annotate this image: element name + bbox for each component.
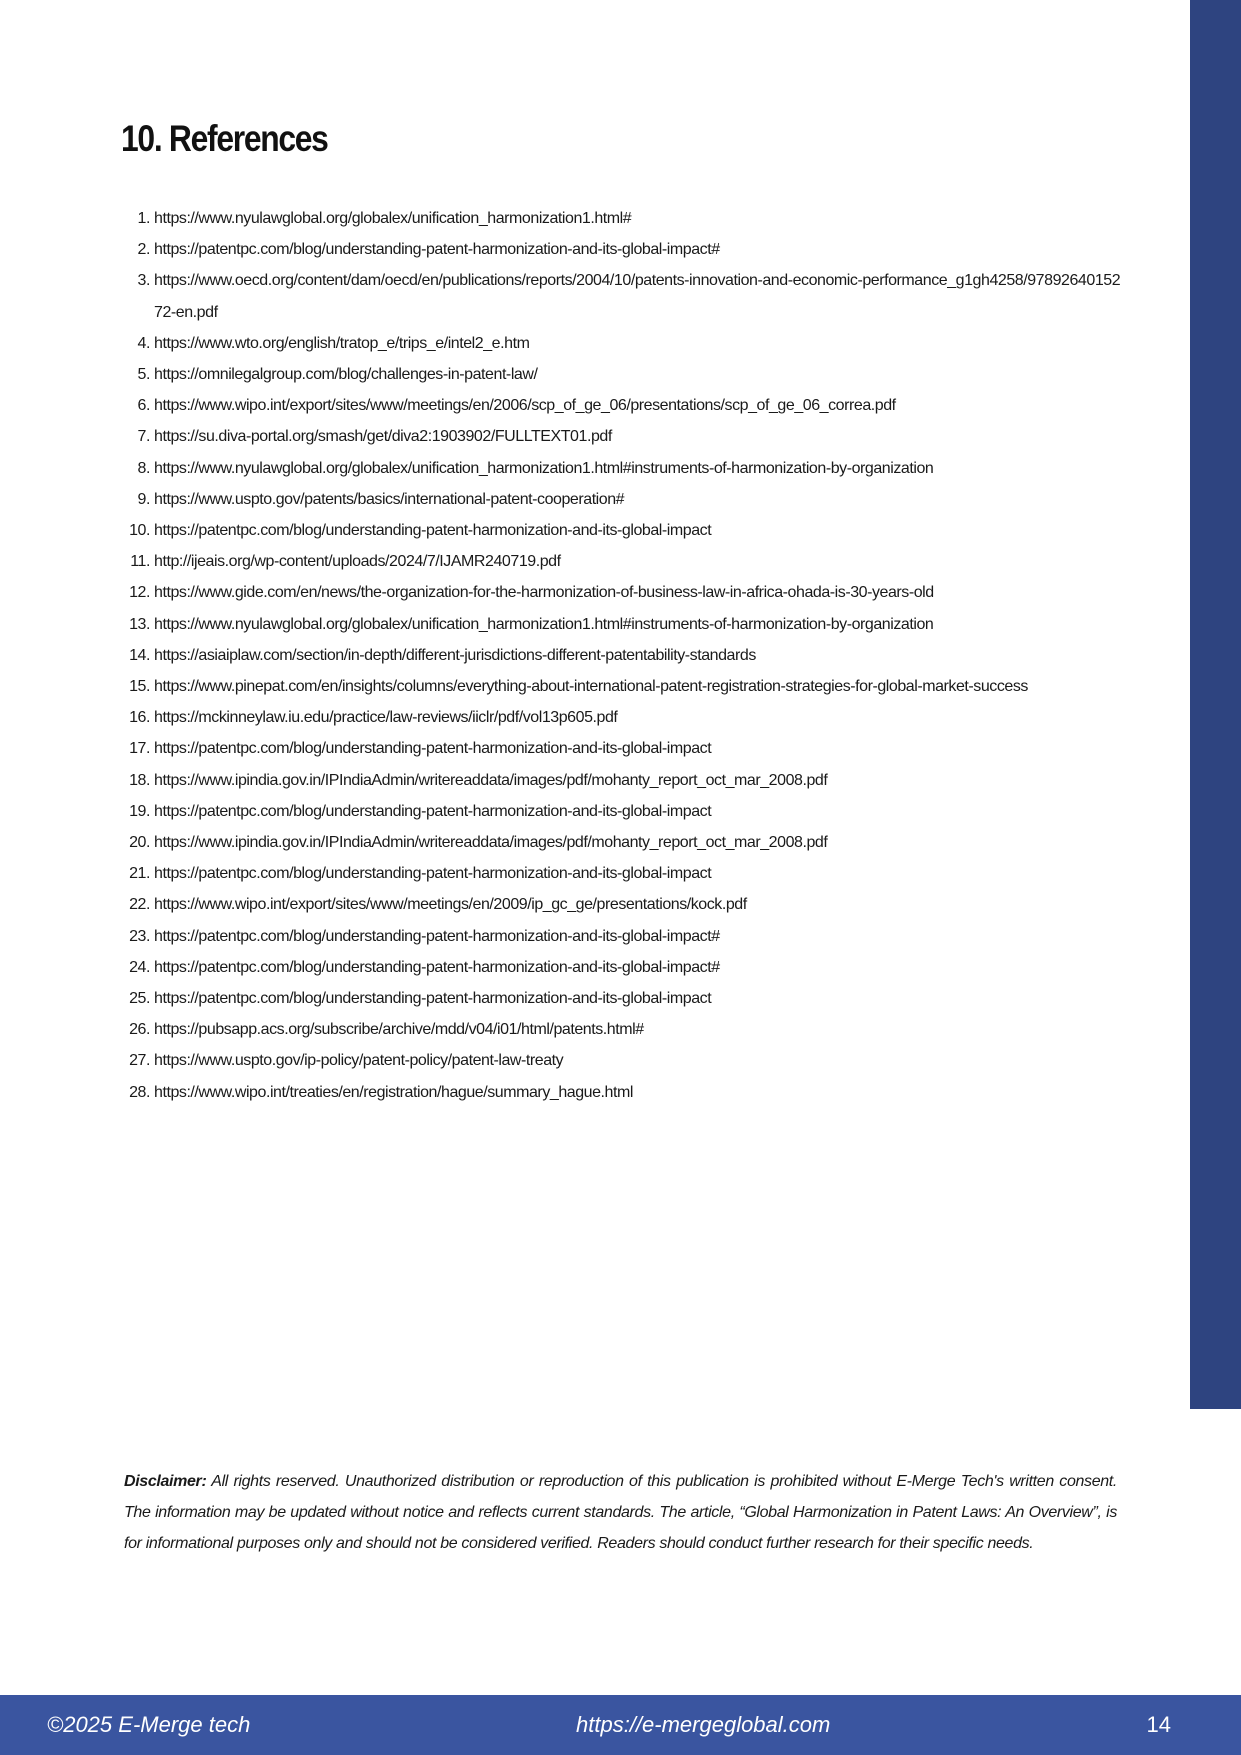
reference-number: 19. bbox=[129, 802, 150, 820]
footer-copyright: ©2025 E-Merge tech bbox=[47, 1712, 251, 1737]
reference-item bbox=[121, 577, 1121, 608]
reference-item bbox=[121, 359, 1121, 390]
reference-link[interactable]: https://www.ipindia.gov.in/IPIndiaAdmin/writereaddata/images/pdf/mohanty_report_oct_mar_2008.pdf bbox=[154, 771, 828, 789]
reference-link[interactable]: https://www.nyulawglobal.org/globalex/unification_harmonization1.html#instruments-of-harmonization-by-organization bbox=[154, 615, 934, 633]
reference-number: 14. bbox=[129, 646, 150, 664]
reference-link[interactable]: https://www.gide.com/en/news/the-organization-for-the-harmonization-of-business-law-in-africa-ohada-is-30-years-old bbox=[154, 584, 934, 602]
reference-link[interactable]: http://ijeais.org/wp-content/uploads/2024/7/IJAMR240719.pdf bbox=[154, 553, 561, 571]
disclaimer-label: Disclaimer: bbox=[124, 1473, 207, 1490]
reference-number: 7. bbox=[137, 428, 150, 446]
footer-page-number: 14 bbox=[1146, 1712, 1171, 1737]
reference-number: 13. bbox=[129, 615, 150, 633]
reference-number: 16. bbox=[129, 709, 150, 727]
reference-item bbox=[121, 1014, 1121, 1045]
reference-item bbox=[121, 515, 1121, 546]
reference-item bbox=[121, 921, 1121, 952]
reference-number: 6. bbox=[137, 397, 150, 415]
reference-number: 26. bbox=[129, 1021, 150, 1039]
reference-number: 21. bbox=[129, 865, 150, 883]
reference-item bbox=[121, 827, 1121, 858]
reference-item bbox=[121, 1077, 1121, 1108]
disclaimer bbox=[124, 1466, 1117, 1559]
reference-item bbox=[121, 453, 1121, 484]
side-accent-bar bbox=[1190, 0, 1241, 1409]
reference-item bbox=[121, 390, 1121, 421]
reference-link[interactable]: https://www.uspto.gov/ip-policy/patent-policy/patent-law-treaty bbox=[154, 1052, 564, 1070]
reference-item bbox=[121, 733, 1121, 764]
reference-item bbox=[121, 546, 1121, 577]
reference-number: 8. bbox=[137, 459, 150, 477]
reference-item bbox=[121, 328, 1121, 359]
reference-number: 4. bbox=[137, 334, 150, 352]
reference-number: 23. bbox=[129, 927, 150, 945]
reference-link[interactable]: https://patentpc.com/blog/understanding-patent-harmonization-and-its-global-impact bbox=[154, 865, 712, 883]
reference-link[interactable]: https://www.wipo.int/export/sites/www/meetings/en/2009/ip_gc_ge/presentations/kock.pdf bbox=[154, 896, 747, 914]
reference-item bbox=[121, 671, 1121, 702]
reference-number: 18. bbox=[129, 771, 150, 789]
reference-link[interactable]: https://www.pinepat.com/en/insights/columns/everything-about-international-patent-registration-strategies-for-global-market-success bbox=[154, 678, 1028, 696]
reference-link[interactable]: https://patentpc.com/blog/understanding-patent-harmonization-and-its-global-impact bbox=[154, 522, 712, 540]
reference-number: 24. bbox=[129, 958, 150, 976]
reference-item bbox=[121, 421, 1121, 452]
references-list bbox=[121, 203, 1121, 1108]
reference-link[interactable]: https://www.wto.org/english/tratop_e/trips_e/intel2_e.htm bbox=[154, 334, 530, 352]
reference-item bbox=[121, 484, 1121, 515]
footer-bar bbox=[0, 1695, 1241, 1755]
reference-item bbox=[121, 858, 1121, 889]
reference-item bbox=[121, 796, 1121, 827]
reference-link[interactable]: https://mckinneylaw.iu.edu/practice/law-reviews/iiclr/pdf/vol13p605.pdf bbox=[154, 709, 618, 727]
reference-number: 3. bbox=[137, 272, 150, 290]
reference-item bbox=[121, 234, 1121, 265]
reference-link[interactable]: https://patentpc.com/blog/understanding-patent-harmonization-and-its-global-impact bbox=[154, 740, 712, 758]
reference-number: 20. bbox=[129, 834, 150, 852]
reference-number: 9. bbox=[137, 490, 150, 508]
reference-item bbox=[121, 765, 1121, 796]
reference-number: 5. bbox=[137, 366, 150, 384]
reference-item bbox=[121, 702, 1121, 733]
reference-link[interactable]: https://asiaiplaw.com/section/in-depth/different-jurisdictions-different-patentability-standards bbox=[154, 646, 756, 664]
reference-number: 15. bbox=[129, 678, 150, 696]
reference-link[interactable]: https://su.diva-portal.org/smash/get/diva2:1903902/FULLTEXT01.pdf bbox=[154, 428, 612, 446]
reference-link[interactable]: https://www.nyulawglobal.org/globalex/unification_harmonization1.html#instruments-of-harmonization-by-organization bbox=[154, 459, 934, 477]
reference-link[interactable]: https://patentpc.com/blog/understanding-patent-harmonization-and-its-global-impact bbox=[154, 990, 712, 1008]
footer-website-link[interactable]: https://e-mergeglobal.com bbox=[576, 1712, 831, 1737]
reference-link[interactable]: https://www.oecd.org/content/dam/oecd/en/publications/reports/2004/10/patents-innovation-and-economic-performance_g1gh4258/9789264015272-en.pdf bbox=[154, 272, 1121, 321]
reference-link[interactable]: https://patentpc.com/blog/understanding-patent-harmonization-and-its-global-impact# bbox=[154, 958, 720, 976]
reference-item bbox=[121, 265, 1121, 327]
reference-item bbox=[121, 952, 1121, 983]
reference-link[interactable]: https://www.uspto.gov/patents/basics/international-patent-cooperation# bbox=[154, 490, 625, 508]
section-heading: 10. References bbox=[121, 118, 328, 159]
reference-number: 27. bbox=[129, 1052, 150, 1070]
reference-item bbox=[121, 203, 1121, 234]
reference-number: 2. bbox=[137, 241, 150, 259]
reference-number: 10. bbox=[129, 522, 150, 540]
reference-link[interactable]: https://www.nyulawglobal.org/globalex/unification_harmonization1.html# bbox=[154, 210, 632, 227]
reference-number: 12. bbox=[129, 584, 150, 602]
reference-link[interactable]: https://www.ipindia.gov.in/IPIndiaAdmin/writereaddata/images/pdf/mohanty_report_oct_mar_2008.pdf bbox=[154, 834, 828, 852]
reference-link[interactable]: https://patentpc.com/blog/understanding-patent-harmonization-and-its-global-impact# bbox=[154, 927, 720, 945]
reference-number: 25. bbox=[129, 990, 150, 1008]
reference-number: 28. bbox=[129, 1083, 150, 1101]
reference-link[interactable]: https://patentpc.com/blog/understanding-patent-harmonization-and-its-global-impact bbox=[154, 802, 712, 820]
reference-item bbox=[121, 1045, 1121, 1076]
reference-item bbox=[121, 889, 1121, 920]
reference-link[interactable]: https://www.wipo.int/export/sites/www/meetings/en/2006/scp_of_ge_06/presentations/scp_of_ge_06_correa.pdf bbox=[154, 397, 896, 415]
reference-item bbox=[121, 640, 1121, 671]
reference-item bbox=[121, 609, 1121, 640]
reference-link[interactable]: https://pubsapp.acs.org/subscribe/archive/mdd/v04/i01/html/patents.html# bbox=[154, 1021, 644, 1039]
reference-number: 22. bbox=[129, 896, 150, 914]
reference-number: 11. bbox=[130, 553, 150, 571]
reference-link[interactable]: https://www.wipo.int/treaties/en/registration/hague/summary_hague.html bbox=[154, 1083, 633, 1101]
reference-item bbox=[121, 983, 1121, 1014]
reference-number: 17. bbox=[129, 740, 150, 758]
disclaimer-text: All rights reserved. Unauthorized distribution or reproduction of this publication is prohibited without E-Merge Tech's written consent. The information may be updated without notice and reflects current standards. The article, “Global Harmonization in Patent Laws: An Overview”, is for informational purposes only and should not be considered verified. Readers should conduct further research for their specific needs. bbox=[124, 1473, 1117, 1552]
reference-number: 1. bbox=[137, 210, 150, 227]
reference-link[interactable]: https://omnilegalgroup.com/blog/challenges-in-patent-law/ bbox=[154, 366, 538, 384]
reference-link[interactable]: https://patentpc.com/blog/understanding-patent-harmonization-and-its-global-impact# bbox=[154, 241, 720, 259]
